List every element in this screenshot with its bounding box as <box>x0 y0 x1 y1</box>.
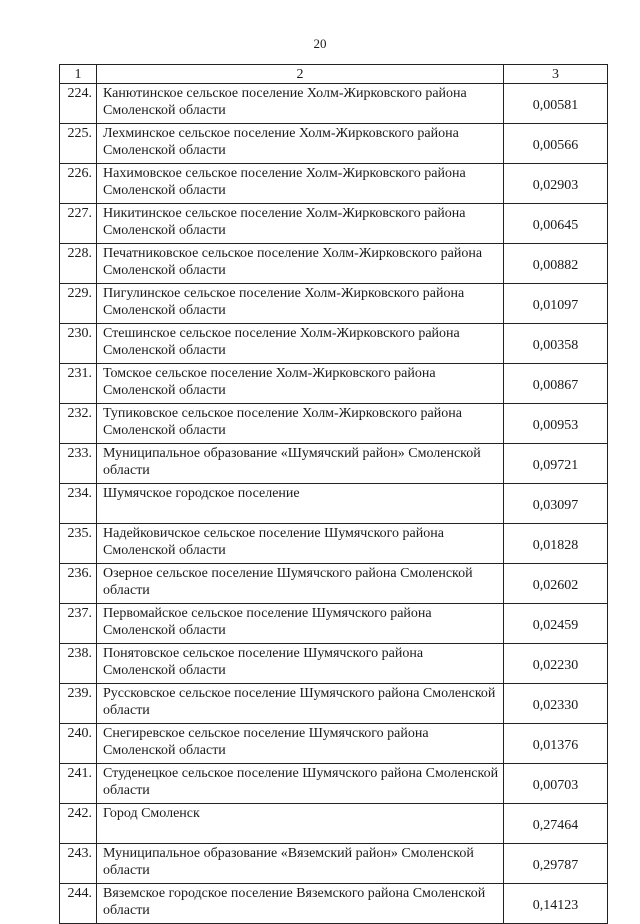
municipality-name: Надейковичское сельское поселение Шумячского района Смоленской области <box>97 524 504 564</box>
municipality-name: Снегиревское сельское поселение Шумячского района Смоленской области <box>97 724 504 764</box>
row-number: 227. <box>60 204 97 244</box>
coefficient-value: 0,00358 <box>504 324 608 364</box>
coefficient-value: 0,00703 <box>504 764 608 804</box>
table-header-row <box>60 65 608 84</box>
municipality-name: Тупиковское сельское поселение Холм-Жирковского района Смоленской области <box>97 404 504 444</box>
coefficient-value: 0,01097 <box>504 284 608 324</box>
header-col-1: 1 <box>60 65 97 84</box>
row-number: 237. <box>60 604 97 644</box>
row-number: 240. <box>60 724 97 764</box>
coefficient-value: 0,00953 <box>504 404 608 444</box>
row-number: 235. <box>60 524 97 564</box>
row-number: 226. <box>60 164 97 204</box>
coefficient-value: 0,02602 <box>504 564 608 604</box>
municipality-name: Город Смоленск <box>97 804 504 844</box>
row-number: 229. <box>60 284 97 324</box>
table-row <box>60 124 608 164</box>
table-row <box>60 844 608 884</box>
municipality-name: Пигулинское сельское поселение Холм-Жирковского района Смоленской области <box>97 284 504 324</box>
row-number: 244. <box>60 884 97 924</box>
municipality-name: Стешинское сельское поселение Холм-Жирковского района Смоленской области <box>97 324 504 364</box>
municipality-name: Студенецкое сельское поселение Шумячского района Смоленской области <box>97 764 504 804</box>
coefficient-value: 0,01376 <box>504 724 608 764</box>
coefficient-value: 0,03097 <box>504 484 608 524</box>
table-row <box>60 484 608 524</box>
row-number: 232. <box>60 404 97 444</box>
row-number: 230. <box>60 324 97 364</box>
municipality-name: Первомайское сельское поселение Шумячского района Смоленской области <box>97 604 504 644</box>
table-row <box>60 284 608 324</box>
municipality-name: Шумячское городское поселение <box>97 484 504 524</box>
coefficient-value: 0,02230 <box>504 644 608 684</box>
row-number: 236. <box>60 564 97 604</box>
table-row <box>60 644 608 684</box>
table-row <box>60 324 608 364</box>
coefficient-value: 0,02903 <box>504 164 608 204</box>
coefficient-value: 0,00867 <box>504 364 608 404</box>
municipality-name: Никитинское сельское поселение Холм-Жирковского района Смоленской области <box>97 204 504 244</box>
table-row <box>60 244 608 284</box>
table-row <box>60 604 608 644</box>
municipality-name: Вяземское городское поселение Вяземского района Смоленской области <box>97 884 504 924</box>
municipality-name: Понятовское сельское поселение Шумячского района Смоленской области <box>97 644 504 684</box>
row-number: 233. <box>60 444 97 484</box>
header-col-2: 2 <box>97 65 504 84</box>
table-row <box>60 164 608 204</box>
coefficient-value: 0,00645 <box>504 204 608 244</box>
allocation-table <box>59 64 608 924</box>
table-row <box>60 84 608 124</box>
row-number: 242. <box>60 804 97 844</box>
row-number: 224. <box>60 84 97 124</box>
table-row <box>60 364 608 404</box>
coefficient-value: 0,00581 <box>504 84 608 124</box>
table-row <box>60 564 608 604</box>
table-row <box>60 764 608 804</box>
table-row <box>60 204 608 244</box>
table-row <box>60 404 608 444</box>
row-number: 231. <box>60 364 97 404</box>
coefficient-value: 0,00566 <box>504 124 608 164</box>
row-number: 225. <box>60 124 97 164</box>
table-row <box>60 884 608 924</box>
row-number: 241. <box>60 764 97 804</box>
municipality-name: Томское сельское поселение Холм-Жирковского района Смоленской области <box>97 364 504 404</box>
coefficient-value: 0,02330 <box>504 684 608 724</box>
row-number: 234. <box>60 484 97 524</box>
coefficient-value: 0,27464 <box>504 804 608 844</box>
municipality-name: Лехминское сельское поселение Холм-Жирковского района Смоленской области <box>97 124 504 164</box>
municipality-name: Муниципальное образование «Вяземский район» Смоленской области <box>97 844 504 884</box>
municipality-name: Печатниковское сельское поселение Холм-Жирковского района Смоленской области <box>97 244 504 284</box>
table-body <box>60 84 608 924</box>
row-number: 239. <box>60 684 97 724</box>
coefficient-value: 0,00882 <box>504 244 608 284</box>
coefficient-value: 0,29787 <box>504 844 608 884</box>
table-row <box>60 684 608 724</box>
municipality-name: Озерное сельское поселение Шумячского района Смоленской области <box>97 564 504 604</box>
table-row <box>60 804 608 844</box>
page-number: 20 <box>313 36 327 51</box>
table-row <box>60 524 608 564</box>
municipality-name: Канютинское сельское поселение Холм-Жирковского района Смоленской области <box>97 84 504 124</box>
table-row <box>60 724 608 764</box>
municipality-name: Руссковское сельское поселение Шумячского района Смоленской области <box>97 684 504 724</box>
coefficient-value: 0,01828 <box>504 524 608 564</box>
coefficient-value: 0,02459 <box>504 604 608 644</box>
municipality-name: Муниципальное образование «Шумячский район» Смоленской области <box>97 444 504 484</box>
row-number: 238. <box>60 644 97 684</box>
table-row <box>60 444 608 484</box>
row-number: 243. <box>60 844 97 884</box>
municipality-name: Нахимовское сельское поселение Холм-Жирковского района Смоленской области <box>97 164 504 204</box>
row-number: 228. <box>60 244 97 284</box>
header-col-3: 3 <box>504 65 608 84</box>
coefficient-value: 0,14123 <box>504 884 608 924</box>
coefficient-value: 0,09721 <box>504 444 608 484</box>
